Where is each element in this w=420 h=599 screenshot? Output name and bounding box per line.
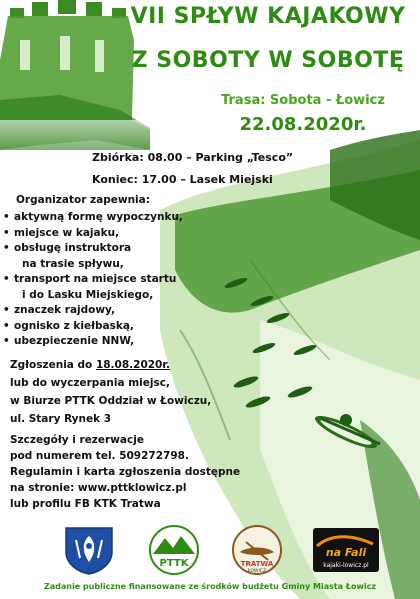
contact-line: pod numerem tel. 509272798.	[10, 450, 189, 462]
pttk-logo	[143, 524, 205, 576]
tratwa-logo-text: TRATWA	[240, 560, 274, 568]
pttk-logo-text: PTTK	[159, 558, 189, 569]
registration-info	[10, 356, 211, 428]
na-fali-kayaks-logo	[311, 524, 381, 576]
event-date: 22.08.2020r.	[239, 114, 367, 135]
bullet-icon: •	[3, 226, 10, 239]
list-item: • aktywną formę wypoczynku,	[2, 210, 183, 226]
contact-line: Regulamin i karta zgłoszenia dostępne	[10, 466, 241, 478]
gathering-info: Zbiórka: 08.00 – Parking „Tesco”	[92, 151, 294, 164]
list-item-continuation: na trasie spływu,	[22, 257, 124, 270]
bullet-icon: •	[3, 304, 10, 316]
list-item: • transport na miejsce startu	[2, 272, 183, 288]
tratwa-club-logo	[226, 524, 288, 576]
bullet-icon: •	[3, 319, 10, 332]
list-item: • ognisko z kiełbaską,	[2, 319, 183, 335]
end-info: Koniec: 17.00 – Lasek Miejski	[92, 173, 273, 186]
bullet-icon: •	[3, 211, 10, 223]
registration-line: w Biurze PTTK Oddział w Łowiczu,	[10, 395, 212, 407]
organizer-heading: Organizator zapewnia:	[16, 194, 150, 206]
na-fali-logo-text: na Fali	[325, 546, 367, 559]
contact-line: na stronie: www.pttklowicz.pl	[10, 482, 187, 494]
contact-info	[10, 432, 240, 512]
tratwa-logo-subtext: ŁOWICZ	[247, 569, 267, 574]
contact-line: lub profilu FB KTK Tratwa	[10, 498, 161, 510]
poster-title-line1: VII SPŁYW KAJAKOWY	[130, 4, 406, 29]
city-coat-of-arms-logo	[58, 524, 120, 576]
route-text: Trasa: Sobota - Łowicz	[221, 93, 385, 108]
contact-line: Szczegóły i rezerwacje	[10, 434, 144, 446]
poster-title-line2: Z SOBOTY W SOBOTĘ	[131, 48, 405, 73]
bullet-icon: •	[3, 242, 10, 254]
bullet-icon: •	[3, 335, 10, 347]
registration-deadline: 18.08.2020r.	[95, 359, 171, 371]
organizer-list	[2, 210, 183, 350]
list-item: • ubezpieczenie NNW,	[2, 334, 183, 350]
bullet-icon: •	[3, 273, 10, 285]
list-item: • znaczek rajdowy,	[2, 303, 183, 319]
registration-line: ul. Stary Rynek 3	[10, 413, 112, 425]
na-fali-logo-url: kajaki-lowicz.pl	[323, 562, 369, 569]
list-item: • miejsce w kajaku,	[2, 226, 183, 242]
registration-line: lub do wyczerpania miejsc,	[10, 377, 170, 389]
registration-line: Zgłoszenia do 18.08.2020r.	[10, 359, 171, 371]
list-item-continuation: i do Lasku Miejskiego,	[22, 288, 154, 301]
list-item: • obsługę instruktora	[2, 241, 183, 257]
funding-footer: Zadanie publiczne finansowane ze środków budżetu Gminy Miasta Łowicz	[43, 582, 377, 591]
